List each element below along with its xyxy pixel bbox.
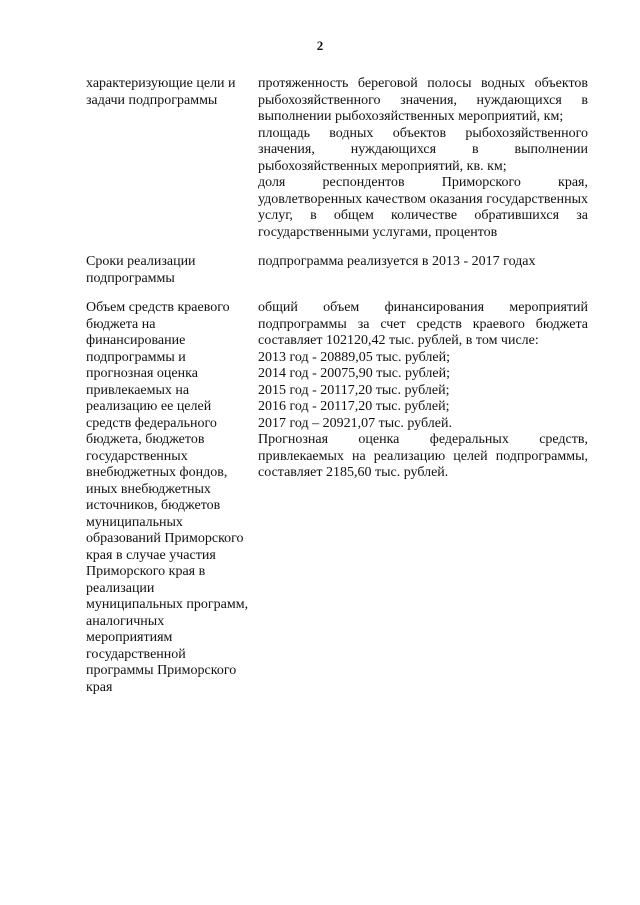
funding-year-2017: 2017 год – 20921,07 тыс. рублей. bbox=[258, 415, 452, 431]
row-value bbox=[258, 300, 588, 696]
funding-intro: общий объем финансирования мероприятий подпрограммы за счет средств краевого бюджета составляет 102120,42 тыс. рублей, в том числе: bbox=[258, 300, 588, 348]
indicator-coastline: протяженность береговой полосы водных объектов рыбохозяйственного значения, нуждающихся в выполнении рыбохозяйственных мероприятий, км; bbox=[258, 76, 588, 124]
table-row-indicators bbox=[86, 76, 588, 241]
row-label: Объем средств краевого бюджета на финансирование подпрограммы и прогнозная оценка привлекаемых на реализацию ее целей средств федерального бюджета, бюджетов государственных внебюджетных фондов, иных внебюджетных источников, бюджетов муниципальных образований Приморского края в случае участия Приморского края в реализации муниципальных программ, аналогичных мероприятиям государственной программы Приморского края bbox=[86, 300, 249, 695]
row-value bbox=[258, 254, 588, 287]
indicator-respondents: доля респондентов Приморского края, удовлетворенных качеством оказания государственных услуг, в общем количестве обратившихся за государственными услугами, процентов bbox=[258, 175, 588, 240]
row-value bbox=[258, 76, 588, 241]
terms-text: подпрограмма реализуется в 2013 - 2017 годах bbox=[258, 254, 536, 269]
funding-federal-estimate: Прогнозная оценка федеральных средств, привлекаемых на реализацию целей подпрограммы, составляет 2185,60 тыс. рублей. bbox=[258, 432, 588, 480]
page-number: 2 bbox=[316, 38, 324, 53]
indicator-water-area: площадь водных объектов рыбохозяйственного значения, нуждающихся в выполнении рыбохозяйственных мероприятий, кв. км; bbox=[258, 125, 588, 174]
table-row-terms bbox=[86, 254, 588, 287]
table-row-funding bbox=[86, 300, 588, 696]
row-label: характеризующие цели и задачи подпрограммы bbox=[86, 76, 236, 108]
funding-year-2013: 2013 год - 20889,05 тыс. рублей; bbox=[258, 349, 451, 365]
funding-year-2014: 2014 год - 20075,90 тыс. рублей; bbox=[258, 366, 451, 381]
funding-year-2015: 2015 год - 20117,20 тыс. рублей; bbox=[258, 382, 450, 398]
row-label: Сроки реализации подпрограммы bbox=[86, 254, 196, 286]
funding-year-2016: 2016 год - 20117,20 тыс. рублей; bbox=[258, 399, 450, 414]
passport-table bbox=[86, 76, 588, 709]
